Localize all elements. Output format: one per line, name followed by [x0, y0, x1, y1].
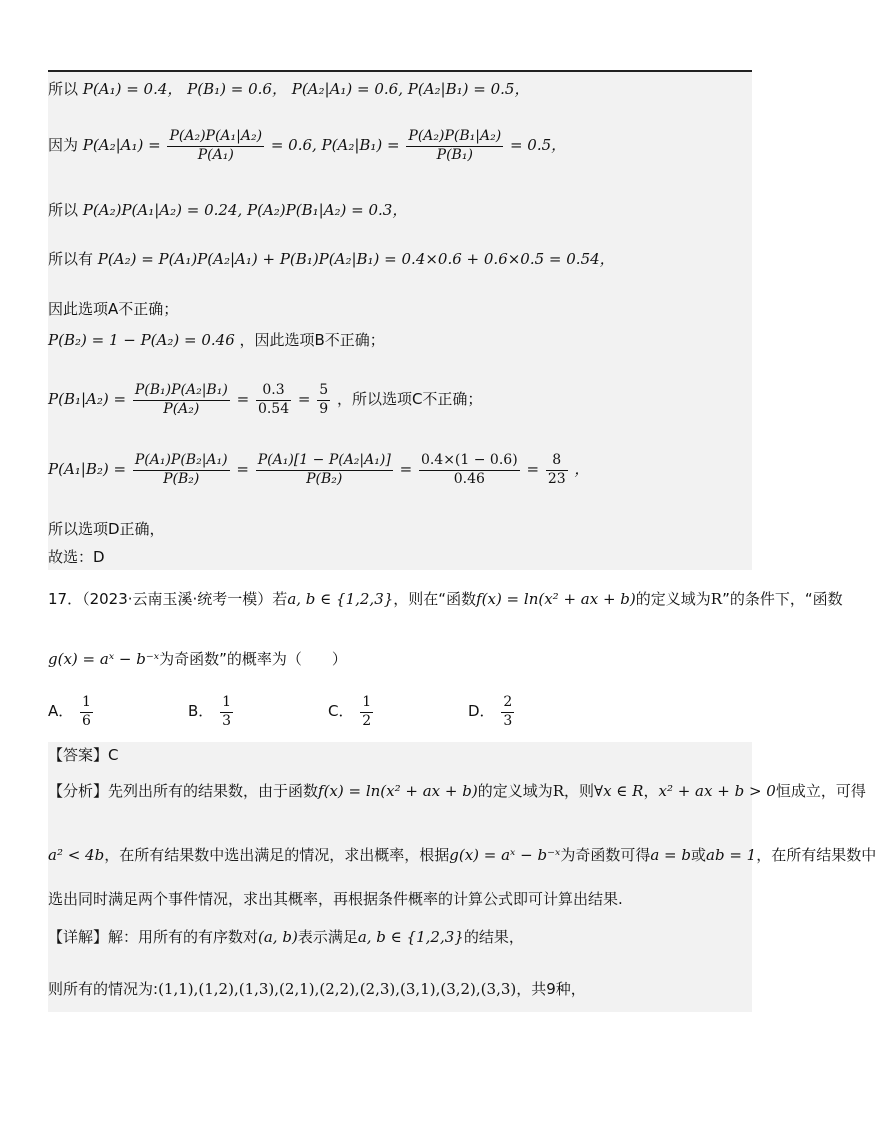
solution-line-3: 所以 P(A₂)P(A₁|A₂) = 0.24, P(A₂)P(B₁|A₂) = 0.3， — [48, 201, 408, 219]
answer-line: 【答案】C — [48, 746, 119, 764]
solution-line-4: 所以有 P(A₂) = P(A₁)P(A₂|A₁) + P(B₁)P(A₂|B₁) = 0.4×0.6 + 0.6×0.5 = 0.54， — [48, 250, 615, 268]
fraction: $\frac{0.4\times(1 - 0.6)}{0.46}$ — [420, 452, 518, 487]
detail-line-1: 【详解】解：用所有的有序数对(a, b)表示满足a, b ∈ {1,2,3}的结果， — [48, 928, 524, 946]
solution-line-2: 因为 P(A₂|A₁) = $\frac{\text{P(A₂)P(A₁|A₂)}}{\text{P(A₁)}}$ = 0.6, P(A₂|B₁) = $\frac{\text{P(A₂)P(B₁|A₂)}}{\text{P(B₁)}}$ = 0.5， — [48, 128, 567, 163]
fraction: $\frac{2}{3}$ — [503, 694, 513, 729]
fraction: $\frac{5}{9}$ — [319, 382, 329, 417]
solution-line-7: P(B₁|A₂) = $\frac{\text{P(B₁)P(A₂|B₁)}}{\text{P(A₂)}}$ = $\frac{0.3}{0.54}$ = $\frac{5}{9}$ ，所以选项C不正确； — [48, 382, 483, 417]
detail-line-2: 则所有的情况为:(1,1),(1,2),(1,3),(2,1),(2,2),(2,3),(3,1),(3,2),(3,3)，共9种， — [48, 980, 586, 998]
fraction: $\frac{\text{P(A₂)P(B₁|A₂)}}{\text{P(B₁)}}$ — [408, 128, 502, 163]
option-b[interactable]: B． $\frac{1}{3}$ — [188, 694, 231, 729]
fraction: $\frac{1}{6}$ — [82, 694, 91, 729]
fraction: $\frac{8}{23}$ — [547, 452, 566, 487]
question-17-line-1: 17．（2023·云南玉溪·统考一模）若a, b ∈ {1,2,3}，则在“函数f(x) = ln(x² + ax + b)的定义域为R”的条件下，“函数 — [48, 590, 843, 608]
option-a[interactable]: A． $\frac{1}{6}$ — [48, 694, 91, 729]
analysis-line-3: 选出同时满足两个事件情况，求出其概率，再根据条件概率的计算公式即可计算出结果. — [48, 890, 623, 908]
solution-line-9: 所以选项D正确， — [48, 520, 165, 538]
question-17-line-2: g(x) = aˣ − b⁻ˣ为奇函数”的概率为（ ） — [48, 650, 347, 668]
fraction: $\frac{1}{2}$ — [362, 694, 372, 729]
fraction: $\frac{\text{P(A₂)P(A₁|A₂)}}{\text{P(A₁)}}$ — [169, 128, 263, 163]
solution-line-1: 所以 P(A₁) = 0.4， P(B₁) = 0.6， P(A₂|A₁) = 0.6, P(A₂|B₁) = 0.5， — [48, 80, 530, 98]
fraction: $\frac{\text{P(A₁)P(B₂|A₁)}}{\text{P(B₂)}}$ — [134, 452, 228, 487]
fraction: $\frac{1}{3}$ — [222, 694, 231, 729]
solution-line-10: 故选：D — [48, 548, 105, 566]
fraction: $\frac{\text{P(B₁)P(A₂|B₁)}}{\text{P(A₂)}}$ — [134, 382, 228, 417]
fraction: $\frac{\text{P(A₁)[1 − P(A₂|A₁)]}}{\text{P(B₂)}}$ — [257, 452, 391, 487]
analysis-line-1: 【分析】先列出所有的结果数，由于函数f(x) = ln(x² + ax + b)的定义域为R，则∀x ∈ R，x² + ax + b > 0恒成立，可得 — [48, 782, 866, 800]
solution-line-6: P(B₂) = 1 − P(A₂) = 0.46 ，因此选项B不正确； — [48, 331, 385, 349]
fraction: $\frac{0.3}{0.54}$ — [257, 382, 290, 417]
solution-line-8: P(A₁|B₂) = $\frac{\text{P(A₁)P(B₂|A₁)}}{\text{P(B₂)}}$ = $\frac{\text{P(A₁)[1 − P(A₂|A₁)]}}{\text{P(B₂)}}$ = $\frac{0.4\times(1 - 0.6)}{0.46}$ = $\frac{8}{23}$ ， — [48, 452, 590, 487]
option-c[interactable]: C． $\frac{1}{2}$ — [328, 694, 372, 729]
solution-line-5: 因此选项A不正确； — [48, 300, 179, 318]
analysis-line-2: a² < 4b，在所有结果数中选出满足的情况，求出概率，根据g(x) = aˣ − b⁻ˣ为奇函数可得a = b或ab = 1，在所有结果数中 — [48, 846, 876, 864]
option-d[interactable]: D． $\frac{2}{3}$ — [468, 694, 513, 729]
